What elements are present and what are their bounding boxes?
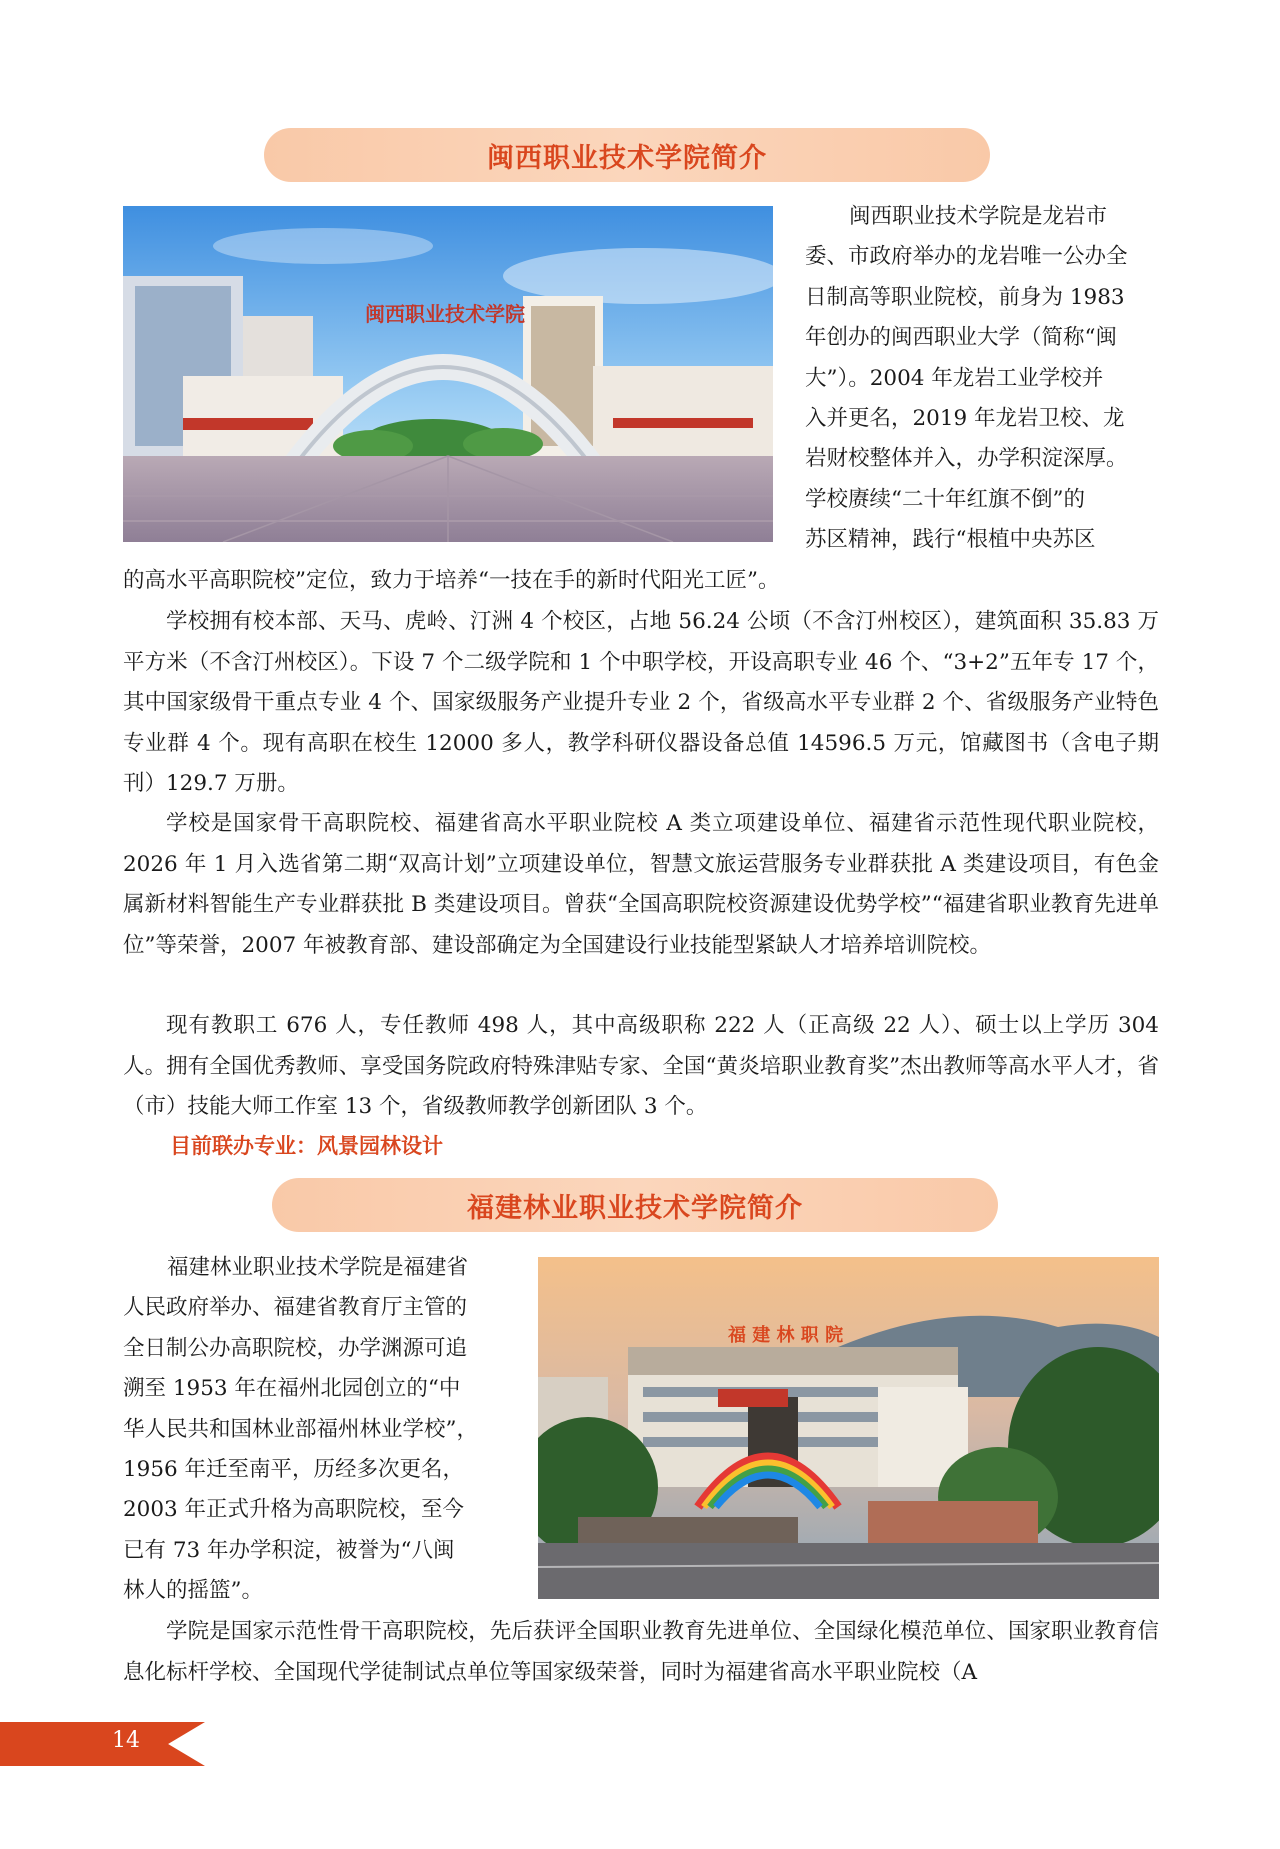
intro-line: 岩财校整体并入，办学积淀深厚。 bbox=[805, 446, 1128, 472]
forestry-paragraph-honors: 学院是国家示范性骨干高职院校，先后获评全国职业教育先进单位、全国绿化模范单位、国家职业教育信息化标杆学校、全国现代学徒制试点单位等国家级荣誉，同时为福建省高水平职业院校（A bbox=[123, 1619, 1159, 1685]
intro-line: 已有 73 年办学积淀，被誉为“八闽 bbox=[123, 1537, 455, 1563]
intro-line: 林人的摇篮”。 bbox=[123, 1578, 263, 1604]
page-number-tab bbox=[0, 1722, 205, 1766]
intro-line: 日制高等职业院校，前身为 1983 bbox=[805, 284, 1125, 310]
forestry-campus-photo bbox=[538, 1257, 1159, 1599]
minxi-intro-column bbox=[805, 197, 1159, 561]
intro-line: 全日制公办高职院校，办学渊源可追 bbox=[123, 1335, 468, 1361]
intro-line: 1956 年迁至南平，历经多次更名， bbox=[123, 1457, 465, 1483]
minxi-paragraph-honors: 学校是国家骨干高职院校、福建省高水平职业院校 A 类立项建设单位、福建省示范性现代职业院校，2026 年 1 月入选省第二期“双高计划”立项建设单位，智慧文旅运营服务专业群获批 A 类建设项目，有色金属新材料智能生产专业群获批 B 类建设项目。曾获“全国高职院校资源建设优势学校”“福建省职业教育先进单位”等荣誉，2007 年被教育部、建设部确定为全国建设行业技能型紧缺人才培养培训院校。 bbox=[123, 811, 1159, 958]
intro-line: 学校赓续“二十年红旗不倒”的 bbox=[805, 486, 1085, 512]
intro-line: 溯至 1953 年在福州北园创立的“中 bbox=[123, 1376, 461, 1402]
section-banner-fujian-forestry bbox=[272, 1178, 998, 1232]
section-title: 福建林业职业技术学院简介 bbox=[467, 1192, 803, 1224]
intro-line: 年创办的闽西职业大学（简称“闽 bbox=[805, 325, 1117, 351]
section-banner-minxi bbox=[264, 128, 990, 182]
intro-line: 闽西职业技术学院是龙岩市 bbox=[849, 204, 1108, 229]
intro-line: 苏区精神，践行“根植中央苏区 bbox=[805, 527, 1096, 553]
intro-line: 2003 年正式升格为高职院校，至今 bbox=[123, 1497, 465, 1523]
minxi-paragraph-campus: 学校拥有校本部、天马、虎岭、汀洲 4 个校区，占地 56.24 公顷（不含汀州校区），建筑面积 35.83 万平方米（不含汀州校区）。下设 7 个二级学院和 1 个中职学校，开设高职专业 46 个、“3+2”五年专 17 个，其中国家级骨干重点专业 4 个、国家级服务产业提升专业 2 个，省级高水平专业群 2 个、省级服务产业特色专业群 4 个。现有高职在校生 12000 多人，教学科研仪器设备总值 14596.5 万元，馆藏图书（含电子期刊）129.7 万册。 bbox=[123, 609, 1159, 796]
intro-line: 委、市政府举办的龙岩唯一公办全 bbox=[805, 244, 1128, 270]
minxi-intro-tail: 的高水平高职院校”定位，致力于培养“一技在手的新时代阳光工匠”。 bbox=[123, 568, 780, 593]
intro-line: 入并更名，2019 年龙岩卫校、龙 bbox=[805, 406, 1125, 432]
minxi-paragraph-staff: 现有教职工 676 人，专任教师 498 人，其中高级职称 222 人（正高级 22 人）、硕士以上学历 304 人。拥有全国优秀教师、享受国务院政府特殊津贴专家、全国“黄炎培职业教育奖”杰出教师等高水平人才，省（市）技能大师工作室 13 个，省级教师教学创新团队 3 个。 bbox=[123, 1013, 1159, 1119]
building-sign-text: 福 建 林 职 院 bbox=[728, 1325, 844, 1346]
joint-major-label: 目前联办专业：风景园林设计 bbox=[170, 1134, 443, 1158]
page-number: 14 bbox=[112, 1728, 140, 1753]
arch-sign-text: 闽西职业技术学院 bbox=[365, 302, 525, 326]
section-title: 闽西职业技术学院简介 bbox=[487, 142, 767, 174]
intro-line: 大”）。2004 年龙岩工业学校并 bbox=[805, 365, 1104, 391]
forestry-intro-column bbox=[123, 1248, 507, 1612]
intro-line: 人民政府举办、福建省教育厅主管的 bbox=[123, 1295, 468, 1321]
intro-line: 华人民共和国林业部福州林业学校”， bbox=[123, 1416, 478, 1442]
minxi-campus-photo bbox=[123, 206, 773, 542]
intro-line: 福建林业职业技术学院是福建省 bbox=[167, 1255, 469, 1280]
